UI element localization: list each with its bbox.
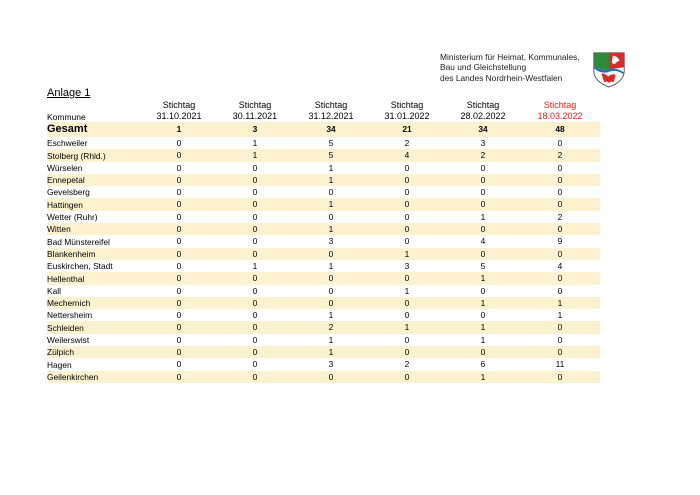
stichtag-label: Stichtag bbox=[162, 100, 196, 110]
stichtag-label: Stichtag bbox=[543, 100, 577, 110]
value-cell: 0 bbox=[176, 359, 182, 370]
value-cell: 0 bbox=[252, 199, 258, 210]
value-cell: 1 bbox=[404, 248, 410, 259]
value-cell: 0 bbox=[480, 310, 486, 321]
table-row bbox=[47, 248, 600, 260]
value-cell: 1 bbox=[480, 211, 486, 222]
kommune-name: Hagen bbox=[47, 359, 72, 370]
value-cell: 0 bbox=[557, 334, 563, 345]
value-cell: 0 bbox=[328, 211, 334, 222]
value-cell: 0 bbox=[404, 174, 410, 185]
kommune-name: Gesamt bbox=[47, 123, 88, 135]
table-row bbox=[47, 260, 600, 272]
value-cell: 0 bbox=[252, 211, 258, 222]
value-cell: 1 bbox=[328, 260, 334, 271]
value-cell: 0 bbox=[252, 322, 258, 333]
value-cell: 0 bbox=[176, 285, 182, 296]
value-cell: 0 bbox=[252, 347, 258, 358]
value-cell: 4 bbox=[480, 236, 486, 247]
value-cell: 1 bbox=[480, 371, 486, 382]
ministry-line: Ministerium für Heimat, Kommunales, bbox=[440, 52, 580, 62]
stichtag-column-header bbox=[296, 100, 366, 122]
value-cell: 1 bbox=[252, 260, 258, 271]
value-cell: 0 bbox=[480, 174, 486, 185]
table-row bbox=[47, 174, 600, 186]
value-cell: 0 bbox=[557, 347, 563, 358]
value-cell: 5 bbox=[480, 260, 486, 271]
kommune-table bbox=[47, 122, 600, 383]
table-row bbox=[47, 235, 600, 247]
value-cell: 0 bbox=[328, 248, 334, 259]
stichtag-date: 18.03.2022 bbox=[537, 111, 583, 121]
value-cell: 0 bbox=[176, 297, 182, 308]
ministry-header bbox=[440, 52, 580, 83]
value-cell: 0 bbox=[404, 347, 410, 358]
stichtag-date: 31.01.2022 bbox=[384, 111, 430, 121]
value-cell: 0 bbox=[480, 162, 486, 173]
value-cell: 2 bbox=[404, 359, 410, 370]
value-cell: 0 bbox=[404, 297, 410, 308]
value-cell: 1 bbox=[328, 334, 334, 345]
value-cell: 0 bbox=[557, 138, 563, 148]
kommune-name: Mechernich bbox=[47, 298, 91, 309]
value-cell: 0 bbox=[480, 187, 486, 198]
value-cell: 1 bbox=[404, 322, 410, 333]
nrw-coat-of-arms-icon bbox=[590, 50, 628, 88]
table-header bbox=[47, 100, 600, 122]
value-cell: 2 bbox=[480, 150, 486, 161]
value-cell: 4 bbox=[404, 150, 410, 161]
table-row bbox=[47, 198, 600, 210]
stichtag-column-header bbox=[144, 100, 214, 122]
table-row bbox=[47, 358, 600, 370]
stichtag-column-header-current bbox=[525, 100, 595, 122]
table-row bbox=[47, 321, 600, 333]
value-cell: 3 bbox=[404, 260, 410, 271]
total-row bbox=[47, 122, 600, 137]
value-cell: 0 bbox=[252, 224, 258, 235]
value-cell: 3 bbox=[252, 124, 258, 134]
stichtag-date: 28.02.2022 bbox=[460, 111, 506, 121]
stichtag-label: Stichtag bbox=[466, 100, 500, 110]
value-cell: 0 bbox=[328, 285, 334, 296]
value-cell: 5 bbox=[328, 150, 334, 161]
value-cell: 0 bbox=[480, 224, 486, 235]
value-cell: 0 bbox=[176, 174, 182, 185]
value-cell: 0 bbox=[176, 162, 182, 173]
value-cell: 0 bbox=[404, 211, 410, 222]
kommune-name: Würselen bbox=[47, 162, 83, 173]
value-cell: 0 bbox=[252, 174, 258, 185]
table-row bbox=[47, 162, 600, 174]
kommune-name: Bad Münstereifel bbox=[47, 236, 110, 247]
value-cell: 0 bbox=[252, 187, 258, 198]
value-cell: 2 bbox=[557, 150, 563, 161]
kommune-name: Nettersheim bbox=[47, 310, 93, 321]
value-cell: 1 bbox=[252, 138, 258, 148]
value-cell: 0 bbox=[176, 260, 182, 271]
value-cell: 2 bbox=[404, 138, 410, 148]
value-cell: 9 bbox=[557, 236, 563, 247]
value-cell: 1 bbox=[557, 310, 563, 321]
stichtag-column-header bbox=[372, 100, 442, 122]
value-cell: 0 bbox=[557, 273, 563, 284]
value-cell: 0 bbox=[176, 347, 182, 358]
value-cell: 0 bbox=[328, 273, 334, 284]
kommune-name: Eschweiler bbox=[47, 138, 88, 149]
kommune-name: Ennepetal bbox=[47, 175, 85, 186]
value-cell: 0 bbox=[557, 285, 563, 296]
value-cell: 0 bbox=[404, 224, 410, 235]
value-cell: 0 bbox=[557, 322, 563, 333]
value-cell: 34 bbox=[326, 124, 336, 134]
value-cell: 0 bbox=[557, 162, 563, 173]
value-cell: 1 bbox=[328, 310, 334, 321]
value-cell: 0 bbox=[252, 359, 258, 370]
table-row bbox=[47, 285, 600, 297]
value-cell: 0 bbox=[176, 273, 182, 284]
value-cell: 0 bbox=[176, 248, 182, 259]
stichtag-column-header bbox=[220, 100, 290, 122]
table-row bbox=[47, 309, 600, 321]
table-row bbox=[47, 297, 600, 309]
value-cell: 0 bbox=[176, 371, 182, 382]
value-cell: 0 bbox=[480, 199, 486, 210]
value-cell: 0 bbox=[404, 371, 410, 382]
stichtag-date: 31.10.2021 bbox=[156, 111, 202, 121]
value-cell: 0 bbox=[176, 224, 182, 235]
value-cell: 0 bbox=[480, 285, 486, 296]
value-cell: 0 bbox=[176, 211, 182, 222]
value-cell: 0 bbox=[176, 310, 182, 321]
value-cell: 0 bbox=[328, 187, 334, 198]
value-cell: 1 bbox=[404, 285, 410, 296]
value-cell: 4 bbox=[557, 260, 563, 271]
ministry-line: des Landes Nordrhein-Westfalen bbox=[440, 72, 563, 83]
value-cell: 0 bbox=[480, 248, 486, 259]
value-cell: 1 bbox=[328, 224, 334, 235]
value-cell: 0 bbox=[557, 174, 563, 185]
value-cell: 0 bbox=[404, 236, 410, 247]
value-cell: 2 bbox=[557, 211, 563, 222]
value-cell: 0 bbox=[176, 187, 182, 198]
value-cell: 0 bbox=[480, 347, 486, 358]
value-cell: 0 bbox=[252, 162, 258, 173]
kommune-name: Witten bbox=[47, 224, 71, 235]
value-cell: 0 bbox=[404, 199, 410, 210]
value-cell: 1 bbox=[252, 150, 258, 161]
value-cell: 0 bbox=[176, 199, 182, 210]
value-cell: 1 bbox=[557, 297, 563, 308]
value-cell: 1 bbox=[176, 124, 182, 134]
value-cell: 1 bbox=[480, 273, 486, 284]
table-row bbox=[47, 223, 600, 235]
value-cell: 1 bbox=[328, 347, 334, 358]
value-cell: 21 bbox=[402, 124, 412, 134]
table-row bbox=[47, 211, 600, 223]
value-cell: 0 bbox=[252, 248, 258, 259]
value-cell: 0 bbox=[176, 236, 182, 247]
stichtag-label: Stichtag bbox=[238, 100, 272, 110]
value-cell: 0 bbox=[404, 310, 410, 321]
kommune-name: Geilenkirchen bbox=[47, 371, 99, 382]
value-cell: 0 bbox=[404, 334, 410, 345]
kommune-name: Weilerswist bbox=[47, 335, 90, 346]
value-cell: 0 bbox=[176, 150, 182, 161]
ministry-line: Bau und Gleichstellung bbox=[440, 62, 527, 73]
value-cell: 0 bbox=[557, 224, 563, 235]
value-cell: 0 bbox=[328, 371, 334, 382]
value-cell: 2 bbox=[328, 322, 334, 333]
kommune-name: Wetter (Ruhr) bbox=[47, 212, 98, 223]
stichtag-label: Stichtag bbox=[314, 100, 348, 110]
value-cell: 0 bbox=[252, 310, 258, 321]
value-cell: 0 bbox=[176, 138, 182, 148]
value-cell: 6 bbox=[480, 359, 486, 370]
value-cell: 0 bbox=[557, 371, 563, 382]
stichtag-label: Stichtag bbox=[390, 100, 424, 110]
table-row bbox=[47, 346, 600, 358]
table-row bbox=[47, 137, 600, 149]
kommune-name: Gevelsberg bbox=[47, 187, 90, 198]
value-cell: 1 bbox=[480, 334, 486, 345]
kommune-name: Zülpich bbox=[47, 347, 74, 358]
value-cell: 0 bbox=[328, 297, 334, 308]
anlage-label: Anlage 1 bbox=[47, 87, 91, 99]
value-cell: 34 bbox=[478, 124, 488, 134]
value-cell: 0 bbox=[252, 297, 258, 308]
value-cell: 0 bbox=[404, 273, 410, 284]
value-cell: 48 bbox=[555, 124, 565, 134]
value-cell: 1 bbox=[328, 162, 334, 173]
kommune-name: Kall bbox=[47, 285, 61, 296]
value-cell: 1 bbox=[328, 199, 334, 210]
value-cell: 0 bbox=[252, 285, 258, 296]
value-cell: 3 bbox=[480, 138, 486, 148]
table-row bbox=[47, 371, 600, 383]
kommune-name: Euskirchen, Stadt bbox=[47, 261, 113, 272]
value-cell: 1 bbox=[480, 322, 486, 333]
value-cell: 0 bbox=[252, 236, 258, 247]
table-row bbox=[47, 334, 600, 346]
stichtag-date: 31.12.2021 bbox=[308, 111, 354, 121]
kommune-name: Hellenthal bbox=[47, 273, 85, 284]
value-cell: 1 bbox=[328, 174, 334, 185]
value-cell: 3 bbox=[328, 359, 334, 370]
value-cell: 0 bbox=[252, 334, 258, 345]
value-cell: 1 bbox=[480, 297, 486, 308]
kommune-name: Hattingen bbox=[47, 199, 83, 210]
value-cell: 0 bbox=[557, 187, 563, 198]
value-cell: 0 bbox=[404, 162, 410, 173]
table-row bbox=[47, 186, 600, 198]
stichtag-date: 30.11.2021 bbox=[232, 111, 278, 121]
value-cell: 0 bbox=[176, 322, 182, 333]
stichtag-column-header bbox=[448, 100, 518, 122]
value-cell: 3 bbox=[328, 236, 334, 247]
table-row bbox=[47, 149, 600, 161]
kommune-name: Blankenheim bbox=[47, 248, 96, 259]
value-cell: 5 bbox=[328, 138, 334, 148]
value-cell: 0 bbox=[176, 334, 182, 345]
kommune-column-header: Kommune bbox=[47, 112, 86, 122]
value-cell: 0 bbox=[557, 199, 563, 210]
value-cell: 11 bbox=[555, 359, 565, 370]
table-row bbox=[47, 272, 600, 284]
value-cell: 0 bbox=[557, 248, 563, 259]
kommune-name: Schleiden bbox=[47, 322, 84, 333]
value-cell: 0 bbox=[252, 371, 258, 382]
value-cell: 0 bbox=[252, 273, 258, 284]
kommune-name: Stolberg (Rhld.) bbox=[47, 150, 106, 161]
value-cell: 0 bbox=[404, 187, 410, 198]
